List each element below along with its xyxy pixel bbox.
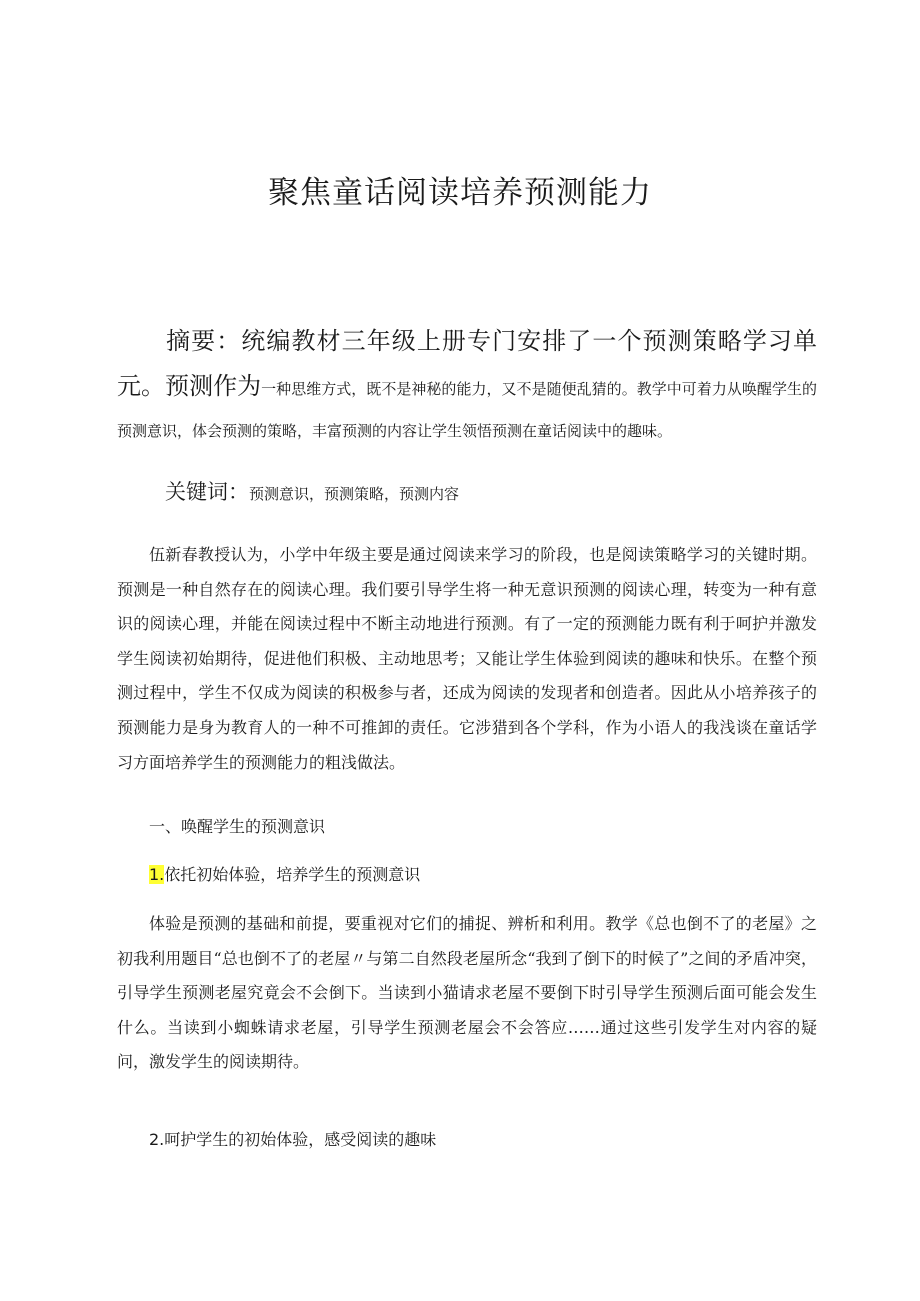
body-paragraph-2: 体验是预测的基础和前提，要重视对它们的捕捉、辨析和利用。教学《总也倒不了的老屋》之初我利用题目“总也倒不了的老屋〃与第二自然段老屋所念“我到了倒下的时候了”之间的矛盾冲突，引导学生预测老屋究竟会不会倒下。当读到小猫请求老屋不要倒下时引导学生预测后面可能会发生什么。当读到小蜘蛛请求老屋，引导学生预测老屋会不会答应……通过这些引发学生对内容的疑问，激发学生的阅读期待。 [117, 914, 817, 1072]
abstract-label: 摘要： [165, 327, 242, 355]
abstract-text: 一种思维方式，既不是神秘的能力，又不是随便乱猜的。教学中可着力从唤醒学生的预测意识，体会预测的策略，丰富预测的内容让学生领悟预测在童话阅读中的趣味。 [117, 380, 817, 440]
abstract-lead-text: 统编教材三年级上册专门安排了一个预测策略学习单元。预测作为 [117, 327, 818, 400]
subsection-heading-text: 呵护学生的初始体验，感受阅读的趣味 [164, 1130, 437, 1149]
subsection-number: 2. [149, 1130, 165, 1149]
document-title: 聚焦童话阅读培养预测能力 [268, 175, 652, 211]
section-heading-1: 一、唤醒学生的预测意识 [149, 817, 326, 836]
subsection-heading-text: 依托初始体验，培养学生的预测意识 [164, 865, 421, 884]
subsection-number-highlighted: 1. [149, 865, 165, 884]
keywords-label: 关键词： [165, 480, 249, 504]
keywords-line [165, 472, 459, 514]
keywords-text: 预测意识，预测策略，预测内容 [249, 485, 460, 503]
body-paragraph-1: 伍新春教授认为，小学中年级主要是通过阅读来学习的阶段，也是阅读策略学习的关键时期。预测是一种自然存在的阅读心理。我们要引导学生将一种无意识预测的阅读心理，转变为一种有意识的阅读心理，并能在阅读过程中不断主动地进行预测。有了一定的预测能力既有利于呵护并激发学生阅读初始期待，促进他们积极、主动地思考；又能让学生体验到阅读的趣味和快乐。在整个预测过程中，学生不仅成为阅读的积极参与者，还成为阅读的发现者和创造者。因此从小培养孩子的预测能力是身为教育人的一种不可推卸的责任。它涉猎到各个学科，作为小语人的我浅谈在童话学习方面培养学生的预测能力的粗浅做法。 [117, 545, 817, 772]
abstract-paragraph [117, 320, 817, 452]
subsection-heading-2 [149, 1123, 436, 1157]
subsection-heading-1 [149, 858, 420, 892]
